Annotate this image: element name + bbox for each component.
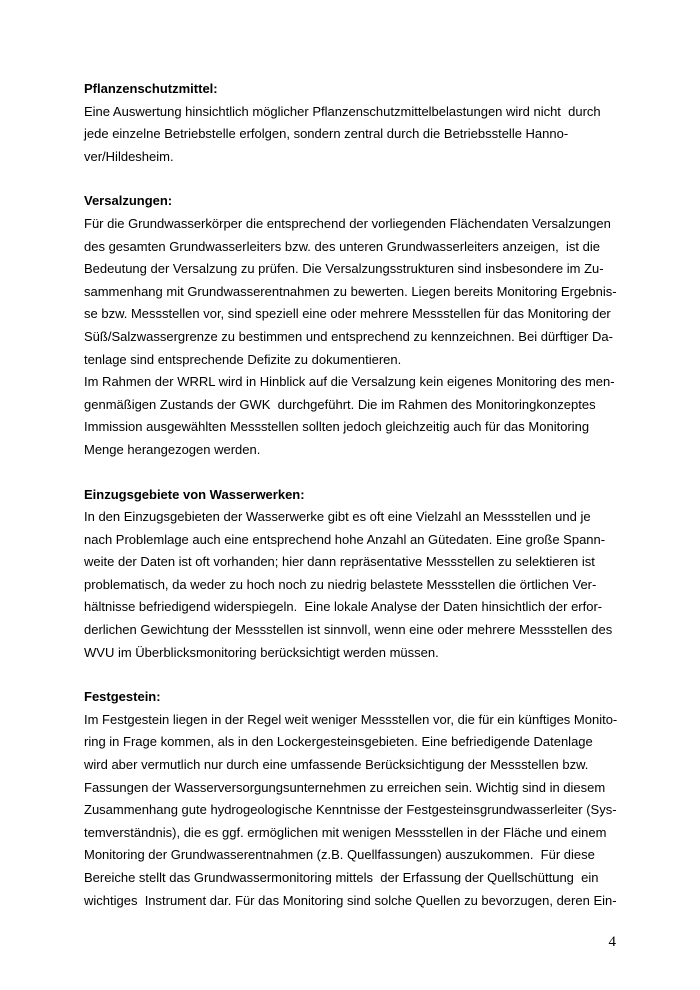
paragraph-line: jede einzelne Betriebstelle erfolgen, sondern zentral durch die Betriebsstelle Hanno- bbox=[84, 126, 569, 142]
paragraph-line: In den Einzugsgebieten der Wasserwerke gibt es oft eine Vielzahl an Messstellen und je bbox=[84, 509, 591, 525]
section bbox=[84, 686, 624, 912]
paragraph-line: hältnisse befriedigend widerspiegeln. Eine lokale Analyse der Daten hinsichtlich der erfor- bbox=[84, 599, 603, 615]
document-body bbox=[84, 78, 624, 934]
paragraph-line: Im Festgestein liegen in der Regel weit weniger Messstellen vor, die für ein künftiges Monito- bbox=[84, 711, 618, 727]
paragraph-line: ring in Frage kommen, als in den Lockergesteinsgebieten. Eine befriedigende Datenlage bbox=[84, 734, 593, 750]
paragraph-line: wichtiges Instrument dar. Für das Monitoring sind solche Quellen zu bevorzugen, deren Ein- bbox=[84, 892, 617, 908]
paragraph-line: ver/Hildesheim. bbox=[84, 148, 174, 164]
paragraph-line: Bereiche stellt das Grundwassermonitoring mittels der Erfassung der Quellschüttung ein bbox=[84, 870, 599, 885]
section-heading: Einzugsgebiete von Wasserwerken: bbox=[84, 486, 305, 502]
section-heading: Versalzungen: bbox=[84, 193, 173, 209]
paragraph-line: Süß/Salzwassergrenze zu bestimmen und entsprechend zu kennzeichnen. Bei dürftiger Da- bbox=[84, 328, 613, 344]
paragraph-line: Immission ausgewählten Messstellen sollten jedoch gleichzeitig auch für das Monitoring bbox=[84, 419, 590, 435]
paragraph-line: se bzw. Messstellen vor, sind speziell eine oder mehrere Messstellen für das Monitoring der bbox=[84, 306, 611, 322]
paragraph-line: weite der Daten ist oft vorhanden; hier dann repräsentative Messstellen zu selektieren ist bbox=[84, 554, 595, 570]
paragraph-line: WVU im Überblicksmonitoring berücksichtigt werden müssen. bbox=[84, 644, 439, 660]
paragraph-line: Zusammenhang gute hydrogeologische Kenntnisse der Festgesteinsgrundwasserleiter (Sys- bbox=[84, 802, 617, 818]
paragraph-line: genmäßigen Zustands der GWK durchgeführt. Die im Rahmen des Monitoringkonzeptes bbox=[84, 396, 596, 412]
paragraph-line: Monitoring der Grundwasserentnahmen (z.B. Quellfassungen) auszukommen. Für diese bbox=[84, 847, 595, 863]
paragraph-line: Für die Grundwasserkörper die entsprechend der vorliegenden Flächendaten Versalzungen bbox=[84, 215, 611, 231]
paragraph-line: Fassungen der Wasserversorgungsunternehmen zu erreichen sein. Wichtig sind in diesem bbox=[84, 779, 606, 795]
section-heading: Festgestein: bbox=[84, 689, 161, 705]
section bbox=[84, 484, 624, 665]
paragraph-line: Eine Auswertung hinsichtlich möglicher Pflanzenschutzmittelbelastungen wird nicht durch bbox=[84, 103, 601, 119]
paragraph-line: nach Problemlage auch eine entsprechend hohe Anzahl an Gütedaten. Eine große Spann- bbox=[84, 531, 606, 547]
page-number: 4 bbox=[608, 934, 616, 950]
section bbox=[84, 190, 624, 461]
paragraph-line: wird aber vermutlich nur durch eine umfassende Berücksichtigung der Messstellen bzw. bbox=[84, 757, 589, 773]
section bbox=[84, 78, 624, 168]
section-heading: Pflanzenschutzmittel: bbox=[84, 81, 218, 96]
paragraph-line: problematisch, da weder zu hoch noch zu niedrig belastete Messstellen die örtlichen Ver- bbox=[84, 576, 597, 592]
paragraph-line: Menge herangezogen werden. bbox=[84, 441, 261, 457]
paragraph-line: temverständnis), die es ggf. ermöglichen mit wenigen Messstellen in der Fläche und einem bbox=[84, 824, 607, 840]
paragraph-line: sammenhang mit Grundwasserentnahmen zu bewerten. Liegen bereits Monitoring Ergebnis- bbox=[84, 283, 617, 299]
paragraph-line: derlichen Gewichtung der Messstellen ist sinnvoll, wenn eine oder mehrere Messstellen des bbox=[84, 622, 613, 638]
paragraph-line: tenlage sind entsprechende Defizite zu dokumentieren. bbox=[84, 351, 402, 367]
paragraph-line: des gesamten Grundwasserleiters bzw. des unteren Grundwasserleiters anzeigen, ist die bbox=[84, 238, 600, 254]
paragraph-line: Im Rahmen der WRRL wird in Hinblick auf die Versalzung kein eigenes Monitoring des men- bbox=[84, 374, 615, 390]
paragraph-line: Bedeutung der Versalzung zu prüfen. Die Versalzungsstrukturen sind insbesondere im Zu- bbox=[84, 261, 604, 277]
